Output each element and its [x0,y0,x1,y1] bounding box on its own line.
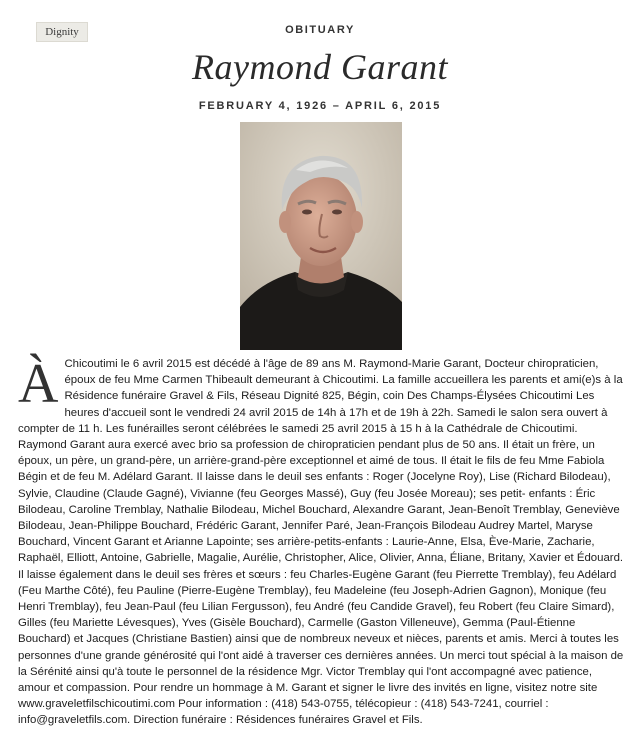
section-kicker: OBITUARY [285,24,355,36]
deceased-name: Raymond Garant [192,47,448,87]
obituary-text [18,353,626,729]
logo-text: Dignity [45,26,79,38]
drop-cap: À [18,353,59,415]
portrait-photo [240,122,402,350]
life-dates: FEBRUARY 4, 1926 – APRIL 6, 2015 [198,100,442,112]
obituary-body: Chicoutimi le 6 avril 2015 est décédé à l'âge de 89 ans M. Raymond-Marie Garant, Docteur chiropraticien, époux de feu Mme Carmen Thibeault demeurant à Chicoutimi. La famille accueillera les parents et ami(e)s à la Résidence funéraire Gravel & Fils, Réseau Dignité 825, Bégin, coin Des Champs-Élysées Chicoutimi Les heures d'accueil sont le vendredi 24 avril 2015 de 14h à 17h et de 19h à 22h. Samedi le salon sera ouvert à compter de 11 h. Les funérailles seront célébrées le samedi 25 avril 2015 à 15 h à la Cathédrale de Chicoutimi. Raymond Garant aura exercé avec brio sa profession de chiropraticien pendant plus de 50 ans. Il était un frère, un époux, un père, un grand-père, un arrière-grand-père exceptionnel et aimé de tous. Il était le fils de feu Mme Fabiola Bégin et de feu M. Adélard Garant. Il laisse dans le deuil ses enfants : Roger (Jocelyne Roy), Lise (Richard Bilodeau), Sylvie, Claudine (Claude Gagné), Vivianne (feu Georges Massé), Guy (feu Josée Moreau); ses petit- enfants : Éric Bilodeau, Caroline Tremblay, Nathalie Bilodeau, Michel Bouchard, Alexandre Garant, Jean-Benoît Tremblay, Geneviève Bilodeau, Jean-Philippe Bouchard, Frédéric Garant, Jennifer Paré, Jean-François Bilodeau Audrey Martel, Maryse Bouchard, Vincent Garant et Arianne Lapointe; ses arrière-petits-enfants : Laurie-Anne, Elsa, Ève-Marie, Zacharie, Raphaël, Elliott, Antoine, Gabrielle, Magalie, Aurélie, Christopher, Alice, Olivier, Anna, Éliane, Britany, Xavier et Édouard. Il laisse également dans le deuil ses frères et sœurs : feu Charles-Eugène Garant (feu Pierrette Tremblay), feu Adélard (Feu Marthe Côté), feu Pauline (Pierre-Eugène Tremblay), feu Madeleine (feu Joseph-Adrien Gagnon), Monique (feu Henri Tremblay), feu Jean-Paul (feu Lilian Fergusson), feu André (feu Candide Gravel), feu Robert (feu Claire Simard), Gilles (feu Mariette Lévesques), Yves (Gisèle Bouchard), Carmelle (Gaston Villeneuve), Gemma (Paul-Étienne Bouchard) et Jacques (Christiane Bastien) ainsi que de nombreux neveux et nièces, parents et amis. Merci à toutes les personnes d'une grande générosité qui l'ont aidé à traverser ces dernières années. Un merci tout spécial à la maison de la Sérénité ainsi qu'à toute le personnel de la résidence Mgr. Victor Tremblay qui l'ont accompagné avec patience, amour et compassion. Pour rendre un hommage à M. Garant et signer le livre des invités en ligne, visitez notre site www.graveletfilschicoutimi.com Pour information : (418) 543-0755, télécopieur : (418) 543-7241, courriel : info@graveletfils.com. Direction funéraire : Résidences funéraires Gravel et Fils. [18,358,624,727]
